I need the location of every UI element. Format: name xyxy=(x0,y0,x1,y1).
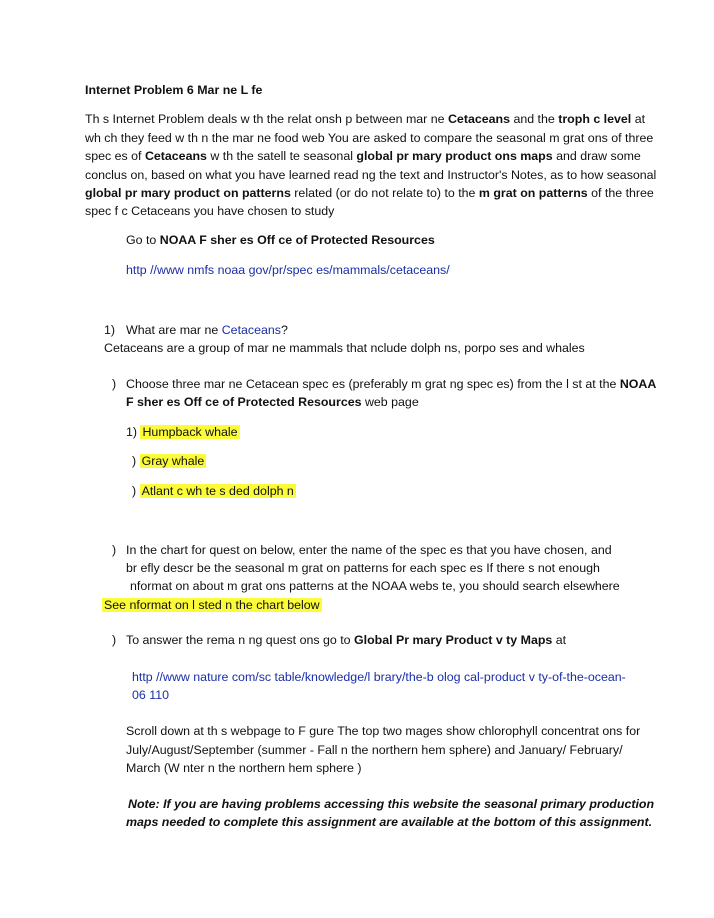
q2-line-1: Choose three mar ne Cetacean spec es (preferably m grat ng spec es) from the l st at the NOAA xyxy=(126,377,657,391)
cetaceans-link[interactable]: Cetaceans xyxy=(221,323,281,337)
goto-line: Go to NOAA F sher es Off ce of Protected Resources xyxy=(126,233,435,247)
nature-link-line-2[interactable]: 06 110 xyxy=(132,688,169,702)
choice-2-label: Gray whale xyxy=(141,454,205,468)
note-line-2: maps needed to complete this assignment are available at the bottom of this assignment. xyxy=(126,815,653,829)
scroll-line-1: Scroll down at th s webpage to F gure The top two mages show chlorophyll concentrat ons for xyxy=(126,724,641,738)
q3-line-1: In the chart for quest on below, enter the name of the spec es that you have chosen, and xyxy=(126,543,612,557)
scroll-line-3: March (W nter n the northern hem sphere ) xyxy=(126,761,362,775)
q1-answer: Cetaceans are a group of mar ne mammals that nclude dolph ns, porpo ses and whales xyxy=(104,341,585,355)
choice-2: ) Gray whale xyxy=(132,454,205,468)
intro-line-4: conclus on, based on what you have learned read ng the text and Instructor's Notes, as to how seasonal xyxy=(85,168,657,182)
intro-line-5: global pr mary product on patterns related (or do not relate to) to the m grat on patterns of the three xyxy=(85,186,654,200)
page-title: Internet Problem 6 Mar ne L fe xyxy=(85,83,263,97)
scroll-line-2: July/August/September (summer - Fall n the northern hem sphere) and January/ February/ xyxy=(126,743,623,757)
q3-note xyxy=(102,597,322,613)
q1-question: What are mar ne Cetaceans? xyxy=(126,323,288,337)
q3-note-highlight: See nformat on l sted n the chart below xyxy=(104,598,320,612)
intro-line-3: spec es of Cetaceans w th the satell te seasonal global pr mary product ons maps and draw some xyxy=(85,149,641,163)
nature-link-line-1[interactable]: http //www nature com/sc table/knowledge/l brary/the-b olog cal-product v ty-of-the-ocean- xyxy=(132,670,626,684)
q1-number: 1) xyxy=(104,323,116,337)
intro-line-6: spec f c Cetaceans you have chosen to study xyxy=(85,204,335,218)
q3-number: ) xyxy=(112,543,117,557)
choice-1-label: Humpback whale xyxy=(142,425,238,439)
q2-number: ) xyxy=(112,377,117,391)
q2-line-2: F sher es Off ce of Protected Resources web page xyxy=(126,395,419,409)
choice-3: ) Atlant c wh te s ded dolph n xyxy=(132,484,294,498)
q3-line-2: br efly descr be the seasonal m grat on patterns for each spec es If there s not enough xyxy=(126,561,600,575)
q4-number: ) xyxy=(112,633,117,647)
choice-1: 1) Humpback whale xyxy=(126,425,238,439)
q3-line-3: nformat on about m grat ons patterns at the NOAA webs te, you should search elsewhere xyxy=(130,579,620,593)
q4-line: To answer the rema n ng quest ons go to Global Pr mary Product v ty Maps at xyxy=(126,633,567,647)
intro-line-2: wh ch they feed w th n the mar ne food web You are asked to compare the seasonal m grat ons of three xyxy=(85,131,654,145)
noaa-link[interactable]: http //www nmfs noaa gov/pr/spec es/mammals/cetaceans/ xyxy=(126,263,450,277)
choice-3-label: Atlant c wh te s ded dolph n xyxy=(141,484,294,498)
intro-line-1: Th s Internet Problem deals w th the relat onsh p between mar ne Cetaceans and the troph c level at xyxy=(85,112,646,126)
note-line-1: Note: If you are having problems accessing this website the seasonal primary production xyxy=(128,797,655,811)
